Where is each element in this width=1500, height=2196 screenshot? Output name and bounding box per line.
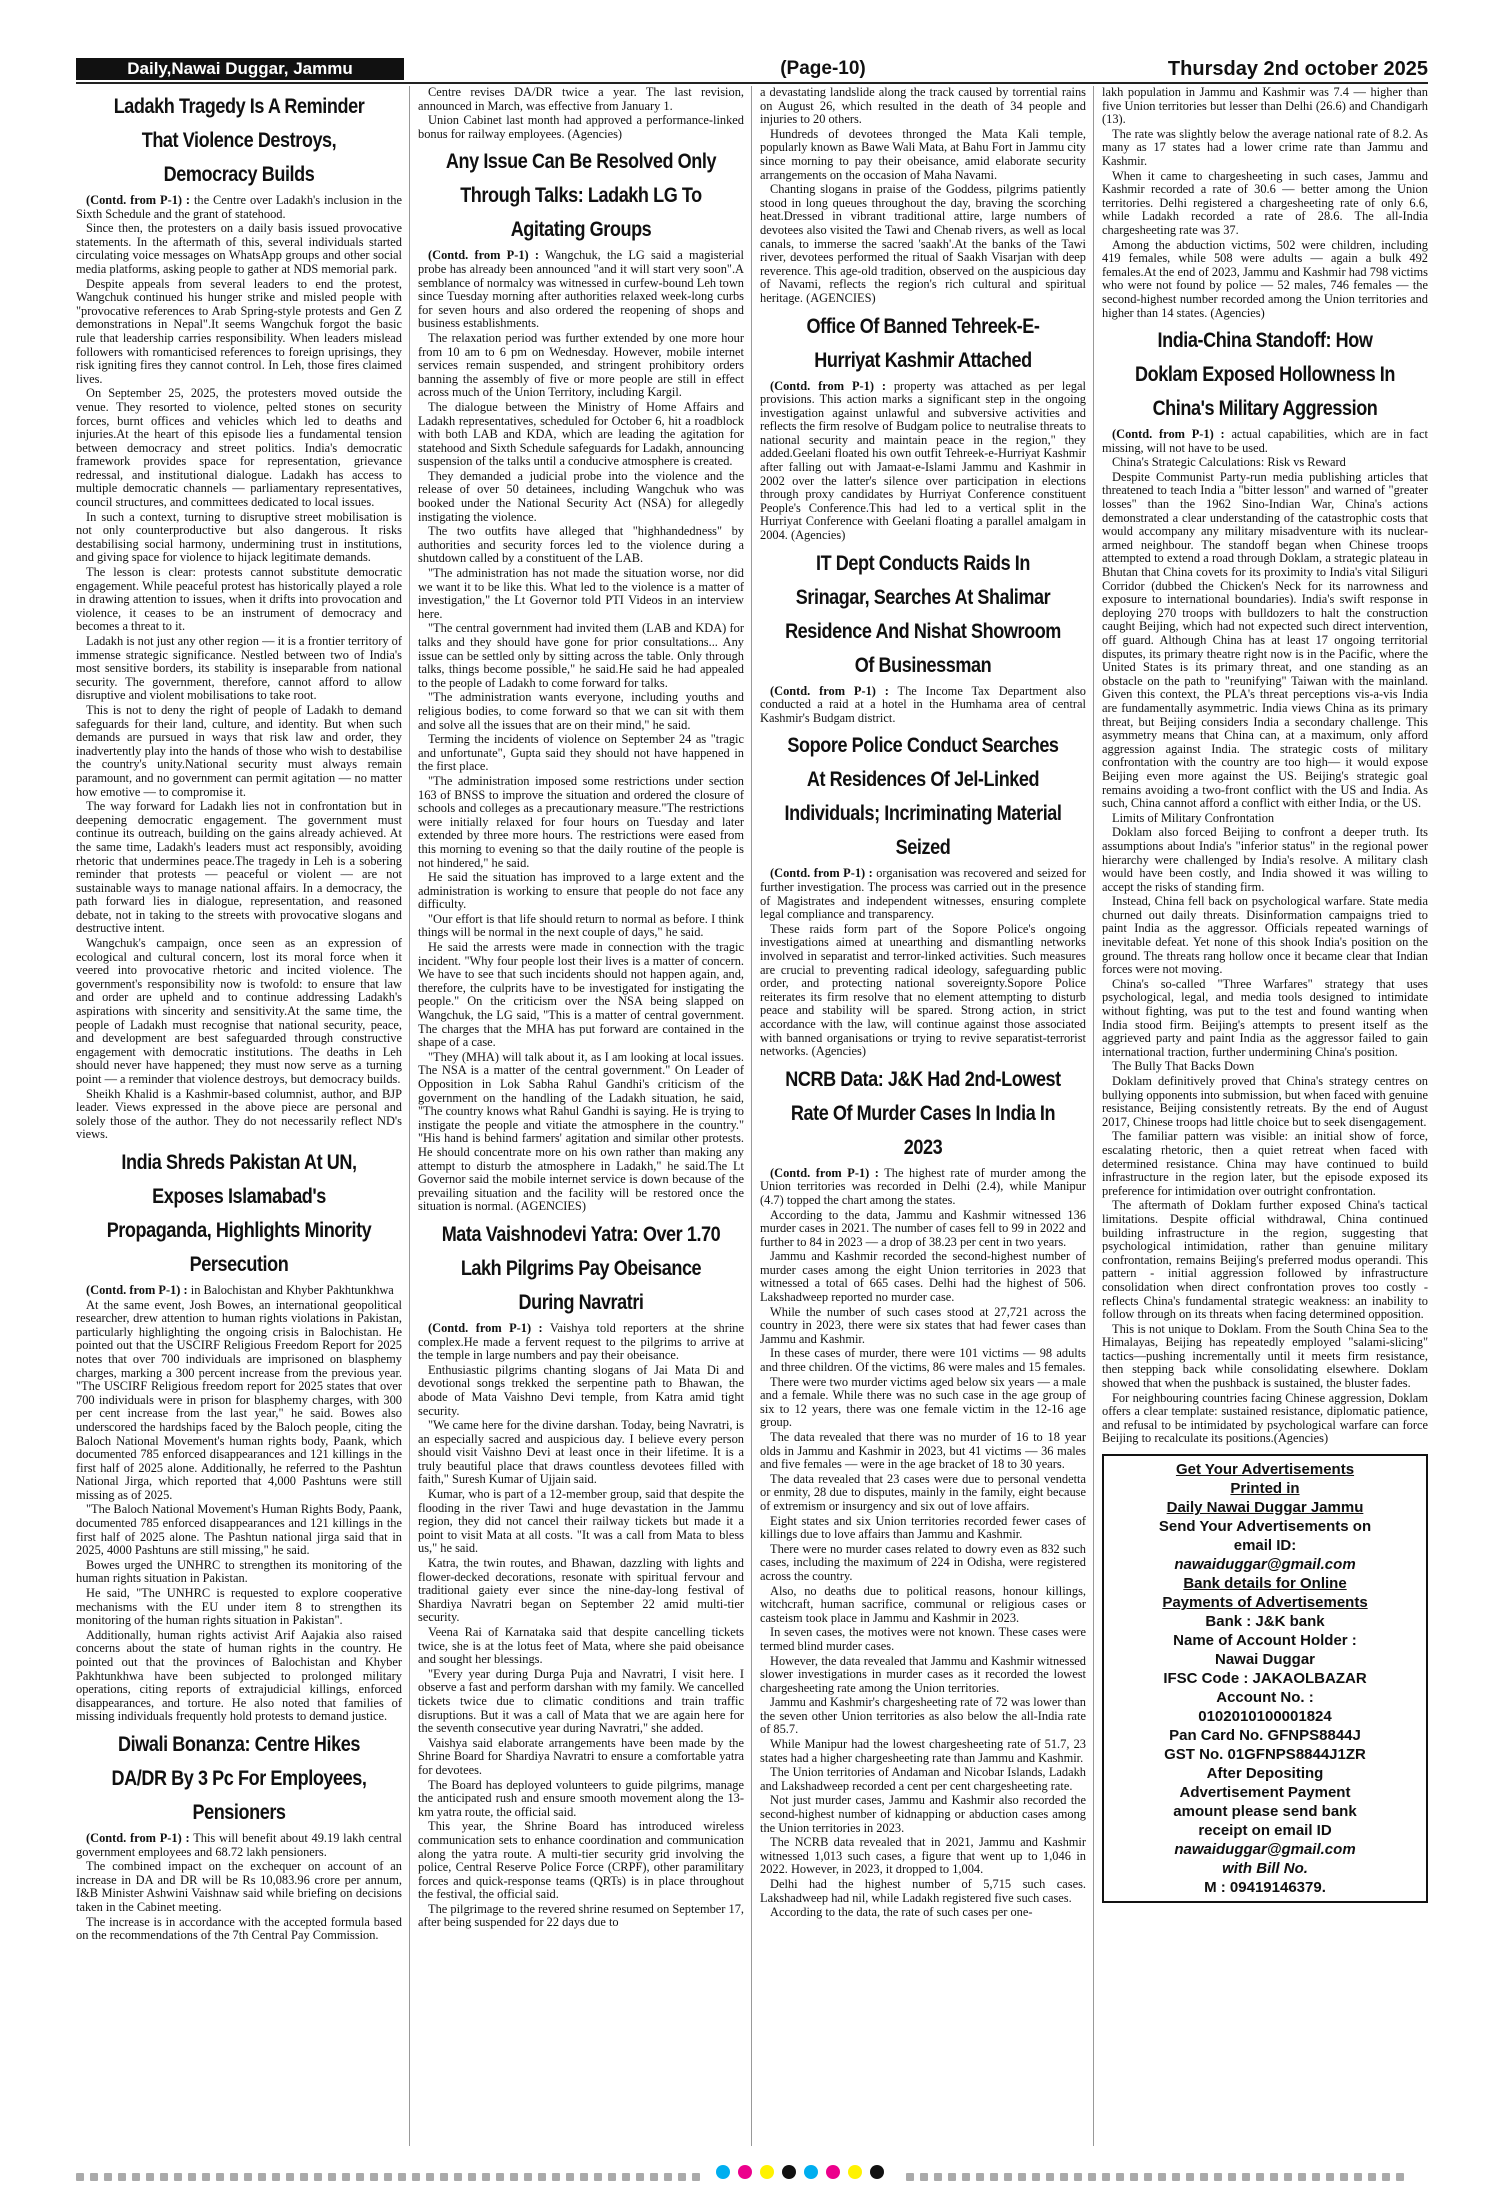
ad-line: Printed in	[1230, 1480, 1300, 1498]
paragraph	[76, 1284, 402, 1298]
paragraph: Vaishya said elaborate arrangements have been made by the Shrine Board for Shardiya Navratri to ensure a comfortable yatra for devotees.	[418, 1735, 744, 1777]
paragraph: While the number of such cases stood at 27,721 across the country in 2023, there were six states that had fewer cases than Jammu and Kashmir.	[760, 1304, 1086, 1346]
registration-dot	[426, 2173, 434, 2181]
paragraph-text: Wangchuk, the LG said a magisterial probe has already been announced "and it will start very soon".A semblance of normalcy was witnessed in curfew-bound Leh town since Tuesday morning after authorities relaxed week-long curbs for seven hours and also ordered the reopening of shops and business establishments.	[418, 248, 744, 331]
article-ladakh-tragedy	[76, 90, 402, 1142]
registration-dot	[356, 2173, 364, 2181]
contd-label: (Contd. from P-1) :	[428, 1320, 543, 1335]
registration-dot	[454, 2173, 462, 2181]
paragraph: The Board has deployed volunteers to guide pilgrims, manage the anticipated rush and ensure smooth movement along the 13-km yatra route, the official said.	[418, 1777, 744, 1819]
registration-dot	[1340, 2173, 1348, 2181]
paragraph: The rate was slightly below the average national rate of 8.2. As many as 17 states had a lower crime rate than Jammu and Kashmir.	[1102, 126, 1428, 168]
paragraph: These raids form part of the Sopore Police's ongoing investigations aimed at unearthing and dismantling networks involved in separatist and terror-linked activities. Such measures are crucial to preventing radical ideology, safeguarding public order, and protecting national sovereignty.Sopore Police reiterates its firm resolve that no element attempting to disturb peace and stability will be spared. Strong action, in strict accordance with the law, will continue against those associated with banned organisations or trying to revive separatist-terrorist networks. (Agencies)	[760, 921, 1086, 1059]
paragraph: The lesson is clear: protests cannot substitute democratic engagement. While peaceful protest has historically played a role in drawing attention to issues, when it drifts into provocation and violence, it ceases to be an instrument of democracy and becomes a threat to it.	[76, 565, 402, 634]
article-hurriyat-attached	[760, 310, 1086, 543]
registration-dot	[566, 2173, 574, 2181]
paragraph: Doklam also forced Beijing to confront a deeper truth. Its assumptions about India's "inferior status" in the regional power hierarchy were challenged by India's resolve. A military clash would have been costly, and India showed it was willing to accept the risks of standing firm.	[1102, 825, 1428, 894]
paragraph-text: Vaishya told reporters at the shrine complex.He made a fervent request to the pilgrims to arrive at the temple in large numbers and pay their obeisance.	[418, 1320, 744, 1363]
paragraph	[418, 249, 744, 331]
ad-phone: M : 09419146379.	[1204, 1879, 1326, 1897]
registration-dot	[342, 2173, 350, 2181]
registration-dot	[1046, 2173, 1054, 2181]
contd-label: (Contd. from P-1) :	[86, 193, 191, 207]
subheading: China's Strategic Calculations: Risk vs Reward	[1112, 455, 1346, 470]
paragraph: There were no murder cases related to dowry even as 832 such cases, including the maximum of 224 in Odisha, were registered across the country.	[760, 1541, 1086, 1583]
paragraph: The NCRB data revealed that in 2021, Jammu and Kashmir witnessed 1,013 such cases, a figure that went up to 1,046 in 2022. However, in 2023, it dropped to 1,004.	[760, 1835, 1086, 1877]
paragraph: Enthusiastic pilgrims chanting slogans of Jai Mata Di and devotional songs trekked the serpentine path to Bhawan, the abode of Mata Vaishno Devi temple, from Katra amid tight security.	[418, 1362, 744, 1418]
registration-dot	[482, 2173, 490, 2181]
registration-dot	[300, 2173, 308, 2181]
paragraph: He said, "The UNHRC is requested to explore cooperative mechanisms with the EU under item 8 to strengthen its monitoring of the human rights situation in Pakistan".	[76, 1586, 402, 1628]
ad-line: Bank : J&K bank	[1205, 1613, 1325, 1631]
registration-dot	[174, 2173, 182, 2181]
ad-line: Nawai Duggar	[1214, 1651, 1316, 1669]
paragraph: According to the data, Jammu and Kashmir witnessed 136 murder cases in 2021. The number of cases fell to 99 in 2022 and further to 84 in 2023 — a drop of 38.23 per cent in two years.	[760, 1207, 1086, 1249]
registration-dot	[664, 2173, 672, 2181]
registration-dot	[90, 2173, 98, 2181]
paragraph: lakh population in Jammu and Kashmir was 7.4 — higher than five Union territories but lesser than Delhi (26.6) and Chandigarh (13).	[1102, 86, 1428, 127]
paragraph: The two outfits have alleged that "highhandedness" by authorities and security forces led to the violence during a shutdown called by a constituent of the LAB.	[418, 524, 744, 566]
registration-dot	[202, 2173, 210, 2181]
registration-dot	[412, 2173, 420, 2181]
registration-dot	[976, 2173, 984, 2181]
headline: Any Issue Can Be Resolved Only Through Talks: Ladakh LG To Agitating Groups	[445, 150, 717, 242]
paragraph: Despite appeals from several leaders to end the protest, Wangchuk continued his hunger strike and misled people with "provocative references to Arab Spring-style protests and Gen Z demonstrations in Nepal".It seems Wangchuk forgot the basic rule that leadership carries responsibility. When leaders mislead followers with romanticised references to foreign uprisings, they risk igniting fires they cannot control. In Leh, those fires claimed lives.	[76, 276, 402, 386]
paragraph-text: The highest rate of murder among the Union territories was recorded in Delhi (2.4), while Manipur (4.7) topped the chart among the states.	[760, 1165, 1086, 1207]
article-india-china-doklam	[1102, 324, 1428, 1446]
paragraph: However, the data revealed that Jammu and Kashmir witnessed slower investigations in murder cases as it recorded the lowest chargesheeting rate among the Union territories.	[760, 1653, 1086, 1695]
paragraph	[418, 1322, 744, 1363]
paragraph: The way forward for Ladakh lies not in confrontation but in deepening democratic engagement. The government must continue its outreach, building on the gains already achieved. At the same time, Ladakh's leaders must act responsibly, avoiding rhetoric that undermines peace.The tragedy in Leh is a sobering reminder that protests — peaceful or violent — are not sustainable ways to manage national affairs. In a democracy, the path forward lies in dialogue, representation, and reasoned debate, not in taking to the streets with provocative slogans and destructive intent.	[76, 799, 402, 936]
paragraph: Despite Communist Party-run media publishing articles that threatened to teach India a "bitter lesson" and warned of "greater losses" than the 1962 Sino-Indian War, China's actions demonstrated a clear understanding of the catastrophic costs that would accompany any military misadventure with its nuclear-armed neighbour. The standoff began when Chinese troops attempted to extend a road through Doklam, a strategic plateau in Bhutan that China covets for its proximity to India's vital Siliguri Corridor (dubbed the Chicken's Neck for its narrowness and exposure to international boundaries). India's swift response in deploying 270 troops with bulldozers to halt the construction caught Beijing, which had not expected such direct intervention, off guard. Although China has at least 17 ongoing territorial disputes, its primary theatre right now is in the Pacific, where the United States is its primary threat, and one standing as an obstacle on the path to "reunifying" Taiwan with the mainland. Given this context, the PLA's threat perceptions vis-a-vis India are fundamentally asymmetric. India views China as its primary threat, but Beijing considers India a secondary challenge. This asymmetry means that China can, at a maximum, only afford aggression against India. The strategic costs of military confrontation with the country are too high— it would expose Beijing even more against the US. Beijing's strategic goal remains avoiding a two-front conflict with the US and India. As such, China cannot afford a conflict with either India, or the US.	[1102, 469, 1428, 811]
paragraph-text: This will benefit about 49.19 lakh central government employees and 68.72 lakh pensioners.	[76, 1830, 402, 1859]
paragraph	[760, 1167, 1086, 1208]
page-number: (Page-10)	[780, 58, 866, 79]
contd-label: (Contd. from P-1) :	[770, 683, 889, 698]
paragraph: Not just murder cases, Jammu and Kashmir also recorded the second-highest number of kidnapping or abduction cases among the Union territories in 2023.	[760, 1793, 1086, 1835]
paragraph: Additionally, human rights activist Arif Aajakia also raised concerns about the state of human rights in the country. He pointed out that the provinces of Balochistan and Khyber Pakhtunkhwa have been subjected to prolonged military operations, citing reports of extrajudicial killings, enforced disappearances, and torture. He also noted that families of missing individuals frequently hold protests to demand justice.	[76, 1627, 402, 1724]
ad-line: GST No. 01GFNPS8844J1ZR	[1164, 1746, 1366, 1764]
paragraph: Jammu and Kashmir recorded the second-highest number of murder cases among the eight Union territories in 2023 that witnessed a total of 665 cases. Delhi had the highest of 506. Lakshadweep reported no murder case.	[760, 1249, 1086, 1305]
print-registration-strip	[76, 2162, 1428, 2182]
paragraph: When it came to chargesheeting in such cases, Jammu and Kashmir recorded a rate of 30.6 — better among the Union territories. Delhi registered a chargesheeting rate of only 6.6, while Ladakh recorded a rate of 28.6. The all-India chargesheeting rate was 37.	[1102, 168, 1428, 237]
registration-dot	[1242, 2173, 1250, 2181]
ad-line: receipt on email ID	[1198, 1822, 1332, 1840]
paragraph: "The Baloch National Movement's Human Rights Body, Paank, documented 785 enforced disappearances and 121 killings in the first half of 2025 alone. The Pashtun national jirga said that in 2025, 4000 Pashtuns are still missing," he said.	[76, 1502, 402, 1558]
registration-dot	[1186, 2173, 1194, 2181]
contd-label: (Contd. from P-1) :	[770, 378, 886, 393]
registration-dot	[244, 2173, 252, 2181]
headline: India-China Standoff: How Doklam Exposed Hollowness In China's Military Aggression	[1135, 329, 1395, 421]
paragraph: Doklam definitively proved that China's strategy centres on bullying opponents into submission, but when faced with genuine resistance, Beijing consistently retreats. By the end of August 2017, Chinese troops had little choice but to seek disengagement.	[1102, 1074, 1428, 1129]
paragraph	[760, 867, 1086, 921]
registration-mark-cyan	[716, 2165, 730, 2179]
paragraph: Bowes urged the UNHRC to strengthen its monitoring of the human rights situation in Pakistan.	[76, 1557, 402, 1586]
paragraph-text: The Income Tax Department also conducted a raid at a hotel in the Humhama area of central Kashmir's Budgam district.	[760, 683, 1086, 725]
registration-dot	[510, 2173, 518, 2181]
newspaper-name: Daily,Nawai Duggar, Jammu	[76, 58, 404, 80]
registration-dot	[258, 2173, 266, 2181]
paragraph: Since then, the protesters on a daily basis issued provocative statements. In the aftermath of this, several individuals started circulating voice messages on WhatsApp groups and other social media platforms, asking people to gather at NDS memorial park.	[76, 221, 402, 276]
registration-mark-cyan	[804, 2165, 818, 2179]
paragraph: China's so-called "Three Warfares" strategy that uses psychological, legal, and media tools designed to intimidate without fighting, was put to the test and found wanting when India stood firm. Beijing's attempts to present itself as the aggrieved party and paint India as the aggressor failed to gain international traction, further undermining China's position.	[1102, 976, 1428, 1059]
registration-dot	[1326, 2173, 1334, 2181]
paragraph	[1102, 428, 1428, 455]
ad-line: Bank details for Online	[1183, 1575, 1347, 1593]
paragraph: Kumar, who is part of a 12-member group, said that despite the flooding in the river Tawi and huge devastation in the Jammu region, they did not cancel their railway tickets but made it a point to visit Mata at all costs. "It was a call from Mata to bless us," he said.	[418, 1487, 744, 1556]
paragraph	[76, 194, 402, 221]
paragraph: The relaxation period was further extended by one more hour from 10 am to 6 pm on Wednesday. However, mobile internet services remain suspended, and stringent prohibitory orders banning the assembly of five or more people are still in effect across much of the Union Territory, including Kargil.	[418, 330, 744, 400]
registration-dot	[440, 2173, 448, 2181]
registration-dot	[1382, 2173, 1390, 2181]
paragraph: In these cases of murder, there were 101 victims — 98 adults and three children. Of the victims, 86 were males and 15 females.	[760, 1346, 1086, 1375]
paragraph	[76, 1832, 402, 1859]
ad-line: Daily Nawai Duggar Jammu	[1166, 1499, 1364, 1517]
paragraph: He said the arrests were made in connection with the tragic incident. "Why four people lost their lives is a matter of concern. We have to see that such incidents should not happen again, and, therefore, the culprits have to be investigated for instigating the people." On the criticism over the NSA being slapped on Wangchuk, the LG said, "This is a matter of central government. The charges that the MHA has put forward are contained in the shape of a case.	[418, 940, 744, 1050]
registration-dot	[934, 2173, 942, 2181]
paragraph: "Every year during Durga Puja and Navratri, I visit here. I observe a fast and perform darshan with my family. We cancelled tickets twice due to climatic conditions and train traffic disruptions. But it was a call of Mata that we are again here for the seventh consecutive year during Navratri," she added.	[418, 1666, 744, 1736]
article-vaishnodevi-yatra	[418, 1218, 744, 1930]
headline: Office Of Banned Tehreek-E-Hurriyat Kashmir Attached	[806, 314, 1040, 372]
paragraph: Also, no deaths due to political reasons, honour killings, witchcraft, human sacrifice, communal or religious cases or casteism took place in Jammu and Kashmir in 2023.	[760, 1583, 1086, 1625]
paragraph: According to the data, the rate of such cases per one-	[770, 1905, 1033, 1920]
paragraph: a devastating landslide along the track caused by torrential rains on August 26, which resulted in the death of 34 people and injuries to 20 others.	[760, 86, 1086, 127]
registration-dot	[76, 2173, 84, 2181]
registration-dot	[328, 2173, 336, 2181]
article-ladakh-lg-talks	[418, 145, 744, 1214]
registration-dot	[1312, 2173, 1320, 2181]
paragraph: There were two murder victims aged below six years — a male and a female. While there was no such case in the age group of six to 12 years, there was one female victim in the 12-16 age group.	[760, 1374, 1086, 1430]
registration-dot	[948, 2173, 956, 2181]
paragraph-text: organisation was recovered and seized for further investigation. The process was carried out in the presence of Magistrates and independent witnesses, ensuring complete legal compliance and transparency.	[760, 866, 1086, 922]
registration-mark-magenta	[738, 2165, 752, 2179]
contd-label: (Contd. from P-1) :	[86, 1830, 190, 1845]
registration-dot	[920, 2173, 928, 2181]
article-it-raids	[760, 547, 1086, 726]
registration-dot	[1284, 2173, 1292, 2181]
registration-dot	[1256, 2173, 1264, 2181]
column-1	[76, 86, 402, 2146]
registration-mark-yellow	[848, 2165, 862, 2179]
paragraph: This is not to deny the right of people of Ladakh to demand safeguards for their land, culture, and identity. But when such demands are pursued in ways that risk law and order, they inadvertently play into the hands of those who wish to destabilise the country's unity.National security must always remain paramount, and no government can permit agitation — no matter how emotive — to compromise it.	[76, 702, 402, 799]
paragraph: This year, the Shrine Board has introduced wireless communication sets to enhance coordination and communication along the yatra route. A multi-tier security grid involving the police, Central Reserve Police Force (CRPF), other paramilitary forces and quick-response teams (QRTs) is in place throughout the festival, the official said.	[418, 1819, 744, 1902]
paragraph	[760, 685, 1086, 726]
header-rule	[76, 82, 1428, 84]
registration-dot	[1270, 2173, 1278, 2181]
registration-dot	[1074, 2173, 1082, 2181]
contd-label: (Contd. from P-1) :	[770, 866, 873, 881]
registration-dot	[608, 2173, 616, 2181]
registration-dot	[230, 2173, 238, 2181]
paragraph: "They (MHA) will talk about it, as I am looking at local issues. The NSA is a matter of the central government." On Leader of Opposition in Lok Sabha Rahul Gandhi's criticism of the government on the handling of the Ladakh situation, he said, "The country knows what Rahul Gandhi is saying. He is trying to instigate the people and vitiate the atmosphere in the country." "His hand is behind farmers' agitation and similar other protests. He should concentrate more on his own rather than making any attempt to disturb the atmosphere in Ladakh," he said.The Lt Governor said the mobile internet service is down because of the prevailing situation and the facility will be restored once the situation is normal. (AGENCIES)	[418, 1049, 744, 1214]
column-divider	[751, 86, 752, 2146]
registration-dot	[146, 2173, 154, 2181]
paragraph: The aftermath of Doklam further exposed China's tactical limitations. Despite official withdrawal, China continued building infrastructure in the region, suggesting that psychological intimidation, rather than genuine military confrontation, remains Beijing's preferred modus operandi. This pattern - initial aggression followed by infrastructure consolidation when direct confrontation proves too costly - reflects China's fundamental strategic weakness: an inability to follow through on its threats when facing determined opposition.	[1102, 1198, 1428, 1322]
paragraph: Delhi had the highest number of 5,715 such cases. Lakshadweep had nil, while Ladakh registered five such cases.	[760, 1877, 1086, 1905]
ad-line: Account No. :	[1216, 1689, 1314, 1707]
paragraph: Ladakh is not just any other region — it is a frontier territory of immense strategic significance. Nestled between two of India's most sensitive borders, its stability is inseparable from national security. The government, therefore, cannot afford to allow disruptive and violent mobilisations to take root.	[76, 634, 402, 703]
paragraph: "The central government had invited them (LAB and KDA) for talks and they should have gone for prior consultations... Any issue can be settled only by sitting across the table. Only through talks, things become possible," he said.He said he had appealed to the people of Ladakh to come forward for talks.	[418, 621, 744, 690]
registration-dot	[650, 2173, 658, 2181]
registration-dot	[468, 2173, 476, 2181]
paragraph: Hundreds of devotees thronged the Mata Kali temple, popularly known as Bawe Wali Mata, at Bahu Fort in Jammu city since morning to pay their obeisance, amid elaborate security arrangements on the occasion of Maha Navami.	[760, 126, 1086, 182]
registration-dot	[1172, 2173, 1180, 2181]
registration-dot	[962, 2173, 970, 2181]
ad-line: with Bill No.	[1222, 1860, 1308, 1878]
paragraph: Chanting slogans in praise of the Goddess, pilgrims patiently stood in long queues throughout the day, braving the scorching heat.Dressed in vibrant traditional attire, large numbers of devotees also visited the Tawi and Chenab rivers, as well as local canals, to immerse the sacred 'saakh'.At the banks of the Tawi river, devotees performed the ritual of Saakh Visarjan with deep reverence. This age-old tradition, observed on the auspicious day of Navami, reflects the region's rich cultural and spiritual heritage. (AGENCIES)	[760, 182, 1086, 305]
ad-line: Get Your Advertisements	[1175, 1461, 1355, 1479]
paragraph: The combined impact on the exchequer on account of an increase in DA and DR will be Rs 10,083.96 crore per annum, I&B Minister Ashwini Vaishnaw said while briefing on decisions taken in the Cabinet meeting.	[76, 1859, 402, 1914]
registration-dot	[1368, 2173, 1376, 2181]
registration-dot	[1130, 2173, 1138, 2181]
registration-dot	[314, 2173, 322, 2181]
registration-dot	[1088, 2173, 1096, 2181]
paragraph: Terming the incidents of violence on September 24 as "tragic and unfortunate", Gupta said they should not have happened in the first place.	[418, 732, 744, 774]
registration-mark-magenta	[826, 2165, 840, 2179]
registration-dot	[636, 2173, 644, 2181]
headline: Diwali Bonanza: Centre Hikes DA/DR By 3 Pc For Employees, Pensioners	[111, 1732, 367, 1824]
subheading: The Bully That Backs Down	[1112, 1059, 1255, 1074]
paragraph: In seven cases, the motives were not known. These cases were termed blind murder cases.	[760, 1625, 1086, 1653]
registration-dot	[104, 2173, 112, 2181]
ad-line: Send Your Advertisements on	[1158, 1518, 1372, 1536]
article-ncrb-data	[760, 1063, 1086, 1920]
subheading: Limits of Military Confrontation	[1112, 810, 1275, 825]
headline: Ladakh Tragedy Is A Reminder That Violence Destroys, Democracy Builds	[113, 95, 365, 186]
registration-dot	[216, 2173, 224, 2181]
contd-label: (Contd. from P-1) :	[1112, 427, 1225, 442]
registration-dot	[286, 2173, 294, 2181]
paragraph: He said the situation has improved to a large extent and the administration is working to ensure that people do not face any difficulty.	[418, 870, 744, 912]
headline: NCRB Data: J&K Had 2nd-Lowest Rate Of Murder Cases In India In 2023	[785, 1067, 1061, 1159]
registration-dot	[524, 2173, 532, 2181]
article-sopore-police	[760, 729, 1086, 1058]
registration-dot	[1018, 2173, 1026, 2181]
paragraph: Jammu and Kashmir's chargesheeting rate of 72 was lower than the seven other Union territories as also below the all-India rate of 85.7.	[760, 1695, 1086, 1737]
paragraph: They demanded a judicial probe into the violence and the release of over 50 detainees, including Wangchuk who was booked under the National Security Act (NSA) for allegedly instigating the violence.	[418, 468, 744, 524]
headline: Sopore Police Conduct Searches At Residences Of Jel-Linked Individuals; Incriminating Material Seized	[784, 734, 1062, 860]
registration-dot	[370, 2173, 378, 2181]
paragraph-text: in Balochistan and Khyber Pakhtunkhwa	[190, 1282, 394, 1297]
paragraph: Katra, the twin routes, and Bhawan, dazzling with lights and flower-decked decorations, resonate with spiritual fervour and traditional gaiety ever since the nine-day-long festival of Shardiya Navratri began on September 22 amid multi-tier security.	[418, 1556, 744, 1625]
column-divider	[1093, 86, 1094, 2146]
registration-mark-black	[782, 2165, 796, 2179]
paragraph: The Union territories of Andaman and Nicobar Islands, Ladakh and Lakshadweep recorded a cent per cent chargesheeting rate.	[760, 1765, 1086, 1793]
paragraph: "The administration imposed some restrictions under section 163 of BNSS to improve the situation and ordered the closure of schools and colleges as a precautionary measure."The restrictions were initially relaxed for four hours on Tuesday and later extended by three more hours. The restrictions were eased from this morning to evening so that the daily routine of the people is not hindered," he said.	[418, 773, 744, 870]
registration-dot	[398, 2173, 406, 2181]
paragraph: Veena Rai of Karnataka said that despite cancelling tickets twice, she is at the lotus feet of Mata, where she paid obeisance and sought her blessings.	[418, 1625, 744, 1667]
column-4	[1102, 86, 1428, 2146]
registration-dot	[990, 2173, 998, 2181]
paragraph-text: the Centre over Ladakh's inclusion in the Sixth Schedule and the grant of statehood.	[76, 193, 402, 221]
paragraph-text: property was attached as per legal provisions. This action marks a significant step in the ongoing investigation against unlawful and subversive activities and reflects the firm resolve of Budgam police to neutralise threats to national security and maintain peace in the region," they added.Geelani floated his own outfit Tehreek-e-Hurriyat Kashmir after falling out with Jamaat-e-Islami Jammu and Kashmir in 2002 over the latter's silence over participation in elections through proxy candidates by Hurriyat Conference constituent People's Conference.This had led to a vertical split in the Hurriyat Conference with Geelani floating a parallel amalgam in 2004. (Agencies)	[760, 378, 1086, 543]
paragraph: Instead, China fell back on psychological warfare. State media churned out daily threats. Disinformation campaigns tried to paint India as the aggressor. Officials repeated warnings of inevitable defeat. Yet none of this shook India's position on the ground. The threats rang hollow once it became clear that Indian forces were not moving.	[1102, 894, 1428, 977]
paragraph: The data revealed that 23 cases were due to personal vendetta or enmity, 28 due to disputes, mainly in the family, eight because of extremism or insurgency and six out of love affairs.	[760, 1471, 1086, 1513]
registration-dot	[272, 2173, 280, 2181]
registration-dot	[580, 2173, 588, 2181]
column-2	[418, 86, 744, 2146]
registration-dot	[1396, 2173, 1404, 2181]
registration-dot	[1214, 2173, 1222, 2181]
registration-dot	[622, 2173, 630, 2181]
ad-line: Advertisement Payment	[1179, 1784, 1351, 1802]
registration-dot	[188, 2173, 196, 2181]
paragraph: Sheikh Khalid is a Kashmir-based columnist, author, and BJP leader. Views expressed in the above piece are personal and solely those of the author. They do not necessarily reflect ND's views.	[76, 1086, 402, 1142]
ad-line: amount please send bank	[1173, 1803, 1357, 1821]
paragraph: "We came here for the divine darshan. Today, being Navratri, is an especially sacred and auspicious day. I believe every person should visit Vaishno Devi at least once in their lifetime. It is a truly beautiful place that draws countless devotees filled with faith," Suresh Kumar of Ujjain said.	[418, 1418, 744, 1487]
paragraph: On September 25, 2025, the protesters moved outside the venue. They resorted to violence, pelted stones on security forces, burnt offices and vehicles which led to deaths and injuries.At the heart of this episode lies a fundamental tension between democracy and street politics. India's democratic framework provides space for representation, grievance redressal, and institutional dialogue. Ladakh has access to multiple democratic channels — parliamentary representatives, council structures, and committees dedicated to local issues.	[76, 386, 402, 510]
paragraph: The pilgrimage to the revered shrine resumed on September 17, after being suspended for 22 days due to	[418, 1901, 744, 1930]
column-3	[760, 86, 1086, 2146]
registration-dot	[538, 2173, 546, 2181]
article-diwali-da-hike	[76, 1728, 402, 1943]
ad-line: Name of Account Holder :	[1173, 1632, 1357, 1650]
registration-dot	[1060, 2173, 1068, 2181]
paragraph: While Manipur had the lowest chargesheeting rate of 51.7, 23 states had a higher chargesheeting rate than Jammu and Kashmir.	[760, 1737, 1086, 1765]
registration-mark-yellow	[760, 2165, 774, 2179]
registration-dot	[1032, 2173, 1040, 2181]
registration-dot	[1354, 2173, 1362, 2181]
ad-line: IFSC Code : JAKAOLBAZAR	[1163, 1670, 1367, 1688]
paragraph	[760, 380, 1086, 543]
ad-line: After Depositing	[1206, 1765, 1324, 1783]
paragraph: For neighbouring countries facing Chinese aggression, Doklam offers a clear template: sustained resistance, diplomatic patience, and refusal to be intimidated by psychological warfare can force Beijing to recalculate its positions.(Agencies)	[1102, 1390, 1428, 1446]
registration-dot	[678, 2173, 686, 2181]
registration-dot	[1116, 2173, 1124, 2181]
registration-dot	[496, 2173, 504, 2181]
paragraph: In such a context, turning to disruptive street mobilisation is not only counterproductive but also dangerous. It risks destabilising social harmony, undermining trust in institutions, and giving space for violence to hijack legitimate demands.	[76, 509, 402, 565]
paragraph: The data revealed that there was no murder of 16 to 18 year olds in Jammu and Kashmir in 2023, but 41 victims — 36 males and five females — were in the age bracket of 18 to 30 years.	[760, 1430, 1086, 1472]
registration-dots-left	[76, 2168, 706, 2176]
page-header	[76, 58, 1428, 82]
column-divider	[409, 86, 410, 2146]
ad-line: 0102010100001824	[1198, 1708, 1332, 1726]
paragraph: Union Cabinet last month had approved a performance-linked bonus for railway employees. (Agencies)	[418, 113, 744, 141]
registration-dot	[1200, 2173, 1208, 2181]
registration-dot	[384, 2173, 392, 2181]
paragraph: The dialogue between the Ministry of Home Affairs and Ladakh representatives, scheduled for October 6, hit a roadblock with both LAB and KDA, which are leading the agitation for statehood and Sixth Schedule safeguards for Ladakh, announcing suspension of the talks until a conducive atmosphere is created.	[418, 399, 744, 469]
paragraph: The increase is in accordance with the accepted formula based on the recommendations of the 7th Central Pay Commission.	[76, 1914, 402, 1943]
paragraph-text: actual capabilities, which are in fact missing, will not have to be used.	[1102, 427, 1428, 455]
contd-label: (Contd. from P-1) :	[770, 1165, 879, 1180]
ad-line: email ID:	[1233, 1537, 1297, 1555]
paragraph: Wangchuk's campaign, once seen as an expression of ecological and cultural concern, lost its moral force when it veered into provocative rhetoric and incited violence. The government's responsibility now is twofold: to ensure that law and order are upheld and to continue addressing Ladakh's aspirations with sincerity and sensitivity.At the same time, the people of Ladakh must recognise that national security, peace, and development are best safeguarded through constructive engagement with democratic institutions. The deaths in Leh should never have happened; they must now serve as a turning point — a reminder that violence destroys, but democracy builds.	[76, 936, 402, 1086]
paragraph: Centre revises DA/DR twice a year. The last revision, announced in March, was effective from January 1.	[418, 86, 744, 113]
ad-email: nawaiduggar@gmail.com	[1174, 1841, 1356, 1859]
registration-dot	[132, 2173, 140, 2181]
registration-dot	[160, 2173, 168, 2181]
paragraph: "Our effort is that life should return to normal as before. I think things will be normal in the next couple of days," he said.	[418, 911, 744, 940]
contd-label: (Contd. from P-1) :	[86, 1282, 188, 1297]
paragraph: Eight states and six Union territories recorded fewer cases of killings due to love affairs than Jammu and Kashmir.	[760, 1513, 1086, 1542]
paragraph: "The administration wants everyone, including youths and religious bodies, to come forward so that we can sit with them and solve all the issues that are on their mind," he said.	[418, 690, 744, 732]
issue-date: Thursday 2nd october 2025	[1167, 58, 1428, 80]
registration-dot	[1144, 2173, 1152, 2181]
headline: IT Dept Conducts Raids In Srinagar, Searches At Shalimar Residence And Nishat Showroom Of Businessman	[785, 551, 1061, 677]
paragraph: Among the abduction victims, 502 were children, including 419 females, while 508 were adults — again a bulk 492 females.At the end of 2023, Jammu and Kashmir had 798 victims who were not found by police — 52 males, 746 females — the second-highest number recorded among the Union territories and higher than 14 states. (Agencies)	[1102, 237, 1428, 320]
advertisement-box	[1102, 1454, 1428, 1903]
registration-dot	[594, 2173, 602, 2181]
paragraph: At the same event, Josh Bowes, an international geopolitical researcher, drew attention to human rights violations in Pakistan, particularly highlighting the ongoing crisis in Balochistan. He pointed out that the USCIRF Religious Freedom Report for 2025 notes that over 700 individuals are imprisoned on blasphemy charges, marking a 300 percent increase from the previous year. "The USCIRF Religious freedom report for 2025 states that over 700 individuals were in prison for blasphemy charges, with 300 per cent increase from the last year," he said. Bowes also underscored the hardships faced by the Baloch people, citing the Baloch National Movement's human rights body, Paank, which documented 785 enforced disappearances and 121 killings in the first half of 2025 alone. Additionally, he referred to the Pashtun National Jirga, which reported that 4,000 Pashtuns were still missing as of 2025.	[76, 1297, 402, 1502]
article-india-pakistan-un	[76, 1146, 402, 1724]
registration-dot	[118, 2173, 126, 2181]
registration-dot	[1004, 2173, 1012, 2181]
registration-dot	[1298, 2173, 1306, 2181]
registration-dot	[692, 2173, 700, 2181]
headline: Mata Vaishnodevi Yatra: Over 1.70 Lakh Pilgrims Pay Obeisance During Navratri	[441, 1222, 721, 1314]
registration-dot	[906, 2173, 914, 2181]
registration-dots-right	[906, 2168, 1410, 2176]
paragraph: This is not unique to Doklam. From the South China Sea to the Himalayas, Beijing has repeatedly employed "salami-slicing" tactics—pushing incrementally until it meets firm resistance, then stepping back while consolidating elsewhere. Doklam showed that when the pushback is sustained, the bluster fades.	[1102, 1321, 1428, 1391]
paragraph: The familiar pattern was visible: an initial show of force, escalating rhetoric, then a quiet retreat when faced with determined resistance. China may have continued to build infrastructure in the region later, but the episode exposed its preference for intimidation over outright confrontation.	[1102, 1129, 1428, 1198]
ad-line: Payments of Advertisements	[1162, 1594, 1368, 1612]
headline: India Shreds Pakistan At UN, Exposes Islamabad's Propaganda, Highlights Minority Persecution	[106, 1150, 372, 1276]
registration-dot	[1158, 2173, 1166, 2181]
contd-label: (Contd. from P-1) :	[428, 248, 539, 263]
registration-mark-black	[870, 2165, 884, 2179]
paragraph: "The administration has not made the situation worse, nor did we want it to be like this. What led to the violence is a matter of investigation," the Lt Governor told PTI Videos in an interview here.	[418, 566, 744, 621]
ad-line: Pan Card No. GFNPS8844J	[1169, 1727, 1361, 1745]
ad-email: nawaiduggar@gmail.com	[1174, 1556, 1356, 1574]
registration-dot	[552, 2173, 560, 2181]
registration-dot	[1228, 2173, 1236, 2181]
registration-dot	[1102, 2173, 1110, 2181]
